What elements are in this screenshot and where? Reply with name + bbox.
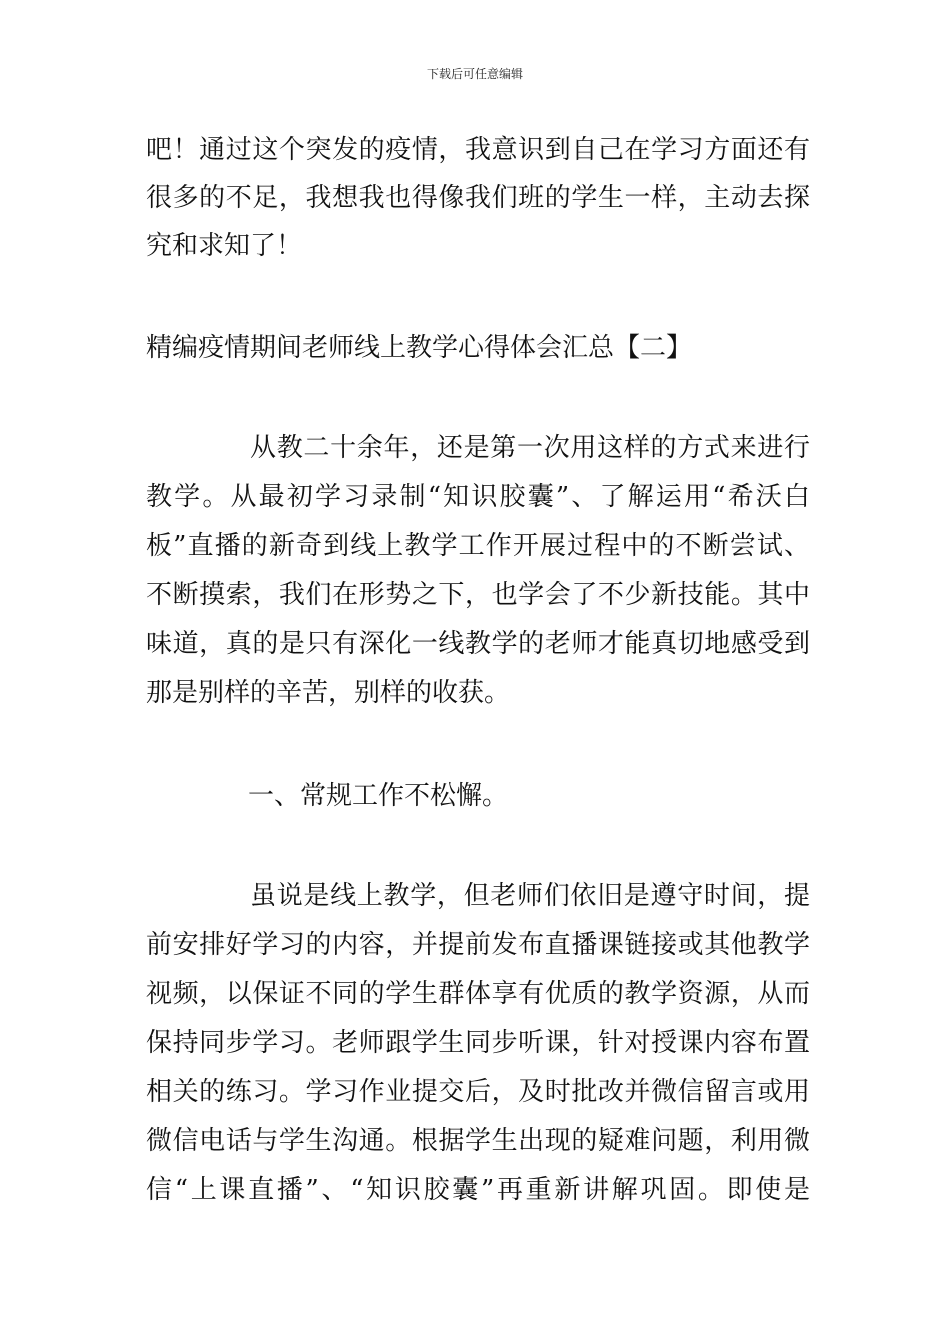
paragraph-line: 板”直播的新奇到线上教学工作开展过程中的不断尝试、 <box>146 531 810 561</box>
section-title: 精编疫情期间老师线上教学心得体会汇总【二】 <box>146 333 693 363</box>
paragraph-line: 味道，真的是只有深化一线教学的老师才能真切地感受到 <box>146 629 810 659</box>
paragraph-line: 教学。从最初学习录制“知识胶囊”、了解运用“希沃白 <box>146 482 810 512</box>
paragraph-line: 究和求知了！ <box>146 231 303 261</box>
paragraph-line: 那是别样的辛苦，别样的收获。 <box>146 678 511 708</box>
paragraph-line: 微信电话与学生沟通。根据学生出现的疑难问题，利用微 <box>146 1126 810 1156</box>
subheading: 一、常规工作不松懈。 <box>248 781 509 811</box>
paragraph-line: 很多的不足，我想我也得像我们班的学生一样，主动去探 <box>146 183 810 213</box>
paragraph-line: 相关的练习。学习作业提交后，及时批改并微信留言或用 <box>146 1077 810 1107</box>
page-header: 下载后可任意编辑 <box>426 67 523 81</box>
paragraph-line: 保持同步学习。老师跟学生同步听课，针对授课内容布置 <box>146 1028 810 1058</box>
paragraph-line: 从教二十余年，还是第一次用这样的方式来进行 <box>250 433 810 463</box>
paragraph-line: 视频，以保证不同的学生群体享有优质的教学资源，从而 <box>146 979 810 1009</box>
paragraph-line: 信“上课直播”、“知识胶囊”再重新讲解巩固。即使是 <box>146 1175 810 1205</box>
paragraph-line: 前安排好学习的内容，并提前发布直播课链接或其他教学 <box>146 930 810 960</box>
paragraph-line: 虽说是线上教学，但老师们依旧是遵守时间，提 <box>250 881 810 911</box>
paragraph-line: 不断摸索，我们在形势之下，也学会了不少新技能。其中 <box>146 580 810 610</box>
paragraph-line: 吧！通过这个突发的疫情，我意识到自己在学习方面还有 <box>146 135 810 165</box>
